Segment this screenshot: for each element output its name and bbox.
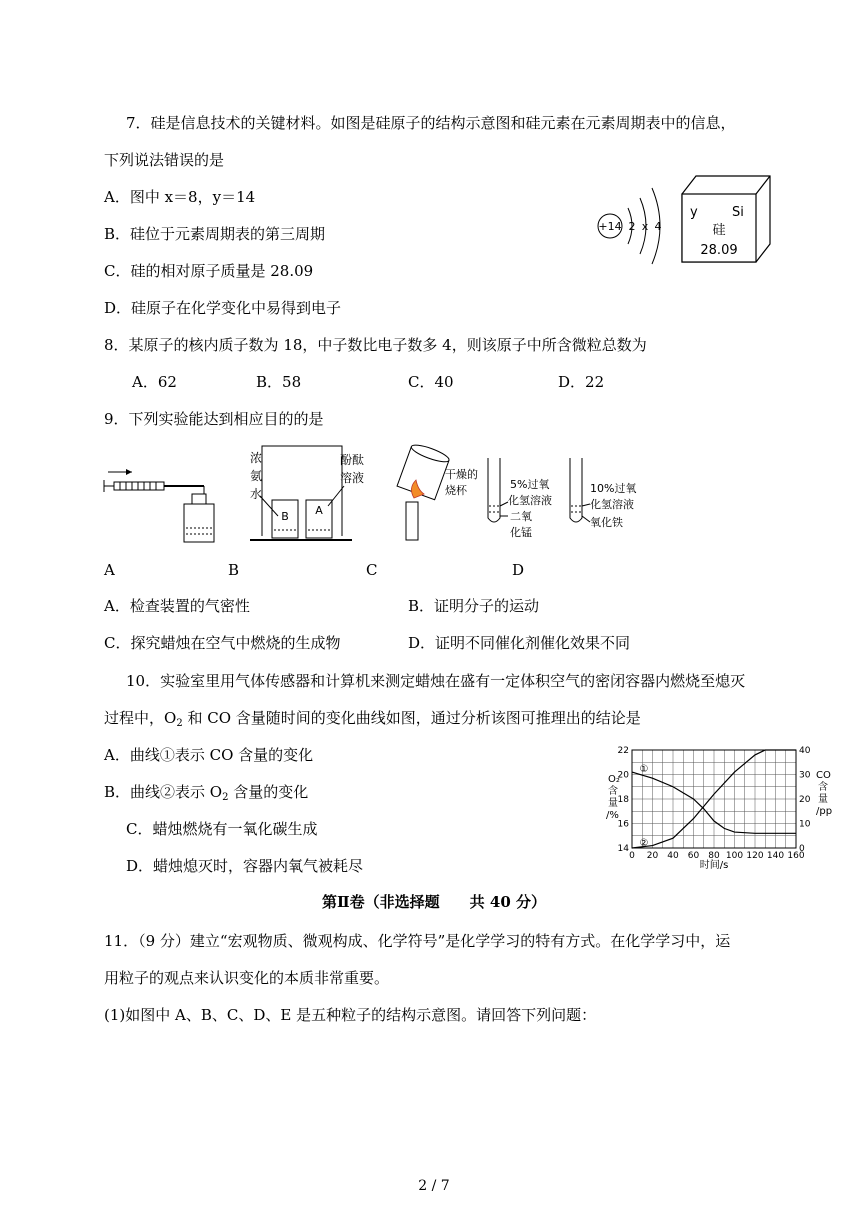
q8-option-b: B．58 (256, 373, 302, 391)
silicon-figure (592, 170, 782, 270)
q7-stem-line1: 7．硅是信息技术的关键材料。如图是硅原子的结构示意图和硅元素在元素周期表中的信息， (126, 114, 736, 132)
bell-jar-apparatus-b (250, 446, 364, 540)
element-name: 硅 (712, 223, 726, 238)
x-tick-label: 100 (725, 851, 744, 861)
q9-option-c: C．探究蜡烛在空气中燃烧的生成物 (104, 634, 341, 652)
syringe-apparatus-a (104, 469, 214, 542)
x-tick-label: 20 (646, 851, 659, 861)
conc-ammonia-label-1: 浓 (250, 451, 263, 465)
series-label-2: ② (639, 838, 649, 849)
left-axis-label-2: 含 (608, 786, 618, 797)
right-axis-label-2: 含 (818, 782, 828, 793)
q10-option-d: D．蜡烛熄灭时，容器内氧气被耗尽 (126, 857, 364, 875)
x-tick-label: 80 (708, 851, 720, 861)
dry-beaker-label-1: 干燥的 (445, 468, 478, 481)
x-tick-label: 40 (667, 851, 679, 861)
left-axis-label-3: 量 (608, 798, 618, 809)
q9-option-a: A．检查装置的气密性 (104, 597, 250, 615)
q10-option-a: A．曲线①表示 CO 含量的变化 (104, 746, 314, 764)
x-tick-label: 60 (687, 851, 700, 861)
left-tick-label: 16 (617, 819, 629, 830)
right-axis-label-3: 量 (818, 794, 828, 805)
right-tick-label: 20 (799, 795, 811, 805)
right-axis-label-1: CO (816, 770, 831, 781)
x-axis-label: 时间/s (699, 860, 729, 871)
h2o2-5-label-2: 化氢溶液 (508, 494, 552, 507)
beaker-a-label: A (315, 504, 323, 517)
mno2-label-2: 化锰 (510, 526, 532, 539)
q9-stem: 9．下列实验能达到相应目的的是 (104, 410, 324, 428)
q7-option-a: A．图中 x＝8，y＝14 (104, 188, 256, 206)
q7-option-c: C．硅的相对原子质量是 28.09 (104, 262, 314, 280)
q8-option-d: D．22 (558, 373, 605, 391)
q10-option-b: B．曲线②表示 $O_2$ 含量的变化 (104, 783, 309, 803)
q11-stem-line1: 11．（9 分）建立“宏观物质、微观构成、化学符号”是化学学习的特有方式。在化学学习中，运 (104, 932, 731, 950)
conc-ammonia-label-3: 水 (250, 487, 263, 501)
test-tubes-apparatus-d (488, 458, 636, 539)
shell-2-count: x (641, 220, 649, 233)
right-tick-label: 10 (799, 819, 811, 830)
q10-stem-line2: 过程中，$O_2$ 和 CO 含量随时间的变化曲线如图，通过分析该图可推理出的结论是 (104, 709, 641, 729)
atomic-mass: 28.09 (700, 243, 738, 258)
left-axis-label-4: /% (606, 810, 619, 821)
atom-structure-diagram (598, 188, 662, 264)
series-label-1: ① (639, 764, 649, 776)
element-symbol: Si (732, 205, 744, 220)
fe2o3-label: 氧化铁 (590, 516, 623, 529)
q9-option-d: D．证明不同催化剂催化效果不同 (408, 634, 631, 652)
shell-3-count: 4 (654, 220, 662, 233)
beaker-b-label: B (281, 510, 289, 523)
q8-option-a: A．62 (132, 373, 177, 391)
o2-co-chart (600, 738, 840, 878)
left-tick-label: 14 (617, 844, 629, 854)
atom-nucleus-label: +14 (598, 220, 622, 233)
q10-option-c: C．蜡烛燃烧有一氧化碳生成 (126, 820, 318, 838)
q9-option-b: B．证明分子的运动 (408, 597, 540, 615)
q11-sub1: (1)如图中 A、B、C、D、E 是五种粒子的结构示意图。请回答下列问题： (104, 1006, 597, 1024)
conc-ammonia-label-2: 氨 (250, 469, 263, 483)
section-ii-title: 第Ⅱ卷（非选择题 共 40 分） (322, 893, 546, 911)
atomic-number-label: y (690, 205, 698, 220)
x-tick-label: 140 (766, 851, 785, 861)
q7-stem-line2: 下列说法错误的是 (104, 151, 225, 169)
candle-apparatus-c (397, 442, 478, 540)
q7-option-b: B．硅位于元素周期表的第三周期 (104, 225, 326, 243)
left-axis-label-1: O₂ (608, 774, 620, 785)
q9-apparatus-figure (100, 436, 660, 548)
q9-caption-b: B (228, 561, 240, 579)
left-tick-label: 18 (617, 795, 629, 805)
q7-option-d: D．硅原子在化学变化中易得到电子 (104, 299, 342, 317)
x-tick-label: 160 (787, 851, 805, 861)
x-tick-label: 0 (629, 851, 635, 861)
mno2-label-1: 二氧 (510, 510, 532, 523)
right-tick-label: 40 (799, 746, 811, 756)
q9-caption-d: D (512, 561, 525, 579)
phenolphthalein-label-2: 溶液 (340, 471, 365, 485)
h2o2-5-label-1: 5%过氧 (510, 478, 550, 491)
q10-stem-line1: 10．实验室里用气体传感器和计算机来测定蜡烛在盛有一定体积空气的密闭容器内燃烧至熄灭 (126, 672, 746, 690)
left-tick-label: 22 (617, 746, 629, 756)
periodic-table-cell (682, 176, 770, 262)
right-tick-label: 30 (799, 770, 811, 781)
right-axis-label-4: /pp (816, 806, 833, 817)
dry-beaker-label-2: 烧杯 (445, 484, 467, 497)
q9-caption-c: C (366, 561, 378, 579)
q9-caption-a: A (104, 561, 115, 579)
shell-1-count: 2 (628, 220, 636, 233)
h2o2-10-label-1: 10%过氧 (590, 482, 637, 495)
q11-stem-line2: 用粒子的观点来认识变化的本质非常重要。 (104, 969, 390, 987)
x-tick-label: 120 (746, 851, 764, 861)
page-number: 2 / 7 (418, 1178, 450, 1194)
right-tick-label: 0 (799, 844, 805, 854)
left-tick-label: 20 (617, 770, 629, 781)
q8-option-c: C．40 (408, 373, 454, 391)
phenolphthalein-label-1: 酚酞 (340, 453, 365, 467)
q8-stem: 8．某原子的核内质子数为 18，中子数比电子数多 4，则该原子中所含微粒总数为 (104, 336, 647, 354)
h2o2-10-label-2: 化氢溶液 (590, 498, 634, 511)
